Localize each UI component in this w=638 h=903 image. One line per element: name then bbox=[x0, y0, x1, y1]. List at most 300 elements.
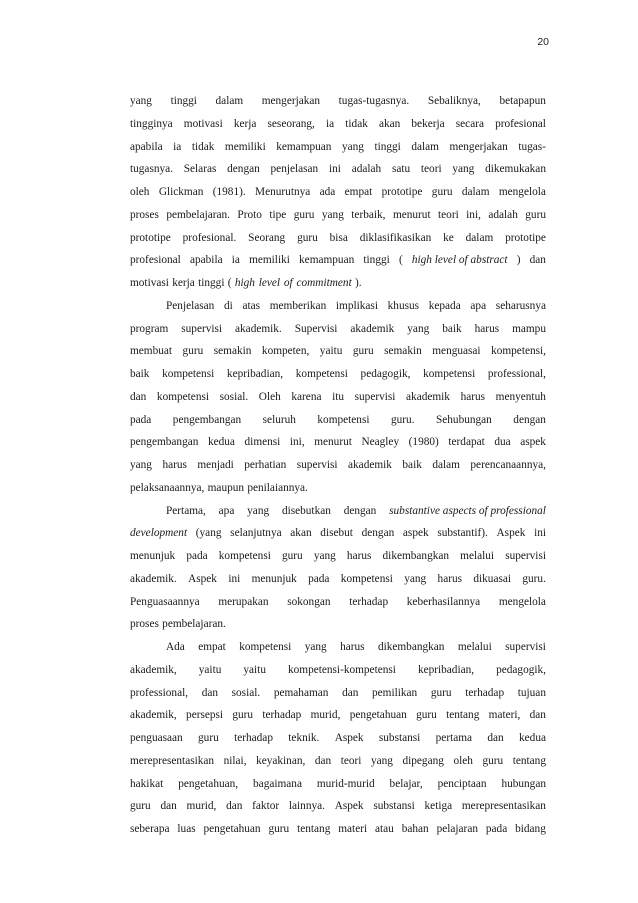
word: guru bbox=[281, 550, 303, 562]
text-line bbox=[130, 591, 546, 614]
word: hakikat bbox=[130, 777, 164, 790]
word: lainnya. bbox=[288, 800, 325, 813]
word: dimensi bbox=[244, 436, 281, 449]
word: apa bbox=[470, 299, 487, 312]
word: dalam bbox=[215, 95, 244, 107]
word: satu bbox=[391, 163, 411, 176]
text-line bbox=[130, 477, 546, 500]
word: supervisi bbox=[354, 390, 396, 403]
word: tinggi bbox=[374, 140, 401, 153]
text-line bbox=[130, 545, 546, 568]
word: terdapat bbox=[448, 436, 485, 449]
word: kompetensi bbox=[340, 572, 393, 585]
word: motivasi bbox=[183, 117, 223, 130]
word: empat bbox=[344, 186, 373, 198]
word: dan bbox=[529, 254, 546, 267]
word: terhadap bbox=[349, 595, 389, 608]
text-line bbox=[130, 704, 546, 727]
word: supervisi bbox=[505, 550, 546, 562]
word: guru bbox=[430, 686, 452, 699]
word: murid-murid bbox=[316, 777, 375, 790]
word: seseorang, bbox=[267, 117, 315, 130]
word: akan bbox=[290, 527, 312, 540]
word: yang bbox=[452, 163, 475, 176]
word: mengelola bbox=[498, 595, 546, 608]
word: akan bbox=[378, 117, 401, 130]
word: terhadap bbox=[262, 709, 302, 722]
word: menurut bbox=[314, 436, 352, 449]
word: terhadap bbox=[465, 686, 505, 699]
word: membuat bbox=[130, 345, 173, 358]
word: prototipe bbox=[505, 231, 546, 244]
word: teori bbox=[420, 163, 442, 176]
word: dan bbox=[160, 800, 177, 813]
word: kompetensi bbox=[423, 368, 476, 380]
word: dengan bbox=[343, 504, 377, 517]
word: pengetahuan, bbox=[178, 777, 239, 790]
word: itu bbox=[332, 390, 345, 403]
word: Ada bbox=[166, 641, 185, 653]
word: seluruh bbox=[262, 413, 296, 426]
word: ketiga bbox=[424, 800, 453, 813]
text-line bbox=[130, 636, 546, 659]
word: proses bbox=[130, 208, 159, 221]
word: supervisi bbox=[296, 459, 338, 471]
word: pengembangan bbox=[130, 436, 199, 449]
word: Sebaliknya, bbox=[427, 95, 481, 107]
word: proses bbox=[130, 618, 159, 631]
word: menjadi bbox=[197, 459, 234, 471]
word: guru bbox=[416, 709, 437, 722]
word: guru bbox=[293, 208, 315, 221]
word: menunjuk bbox=[130, 550, 176, 562]
word: ke bbox=[443, 231, 454, 244]
word: professional, bbox=[130, 686, 189, 699]
word: penjelasan bbox=[270, 163, 319, 176]
word: substansi bbox=[373, 800, 415, 813]
word: guru bbox=[182, 345, 204, 358]
word: harus bbox=[437, 572, 463, 585]
text-line bbox=[130, 318, 546, 341]
word: akademik bbox=[406, 390, 450, 403]
word: tingginya bbox=[130, 117, 173, 130]
word: yang bbox=[130, 459, 152, 471]
word: faktor bbox=[252, 800, 280, 813]
word: teori bbox=[438, 208, 459, 221]
word: kepribadian, bbox=[226, 368, 284, 380]
word: guru bbox=[525, 208, 546, 221]
word: pertama bbox=[435, 732, 473, 744]
word: perencanaannya, bbox=[470, 459, 546, 471]
word: dikuasai bbox=[473, 572, 512, 585]
word: semakin bbox=[213, 345, 252, 358]
text-line bbox=[130, 136, 546, 159]
word: tidak bbox=[345, 117, 368, 130]
word: sosial. bbox=[219, 390, 249, 403]
word: atas bbox=[242, 299, 261, 312]
text-line bbox=[130, 249, 546, 272]
word: kompetensi bbox=[218, 550, 271, 562]
word: aspek bbox=[402, 527, 429, 540]
word: maupun bbox=[207, 481, 245, 494]
word: kompetensi bbox=[295, 368, 348, 380]
word: nilai, bbox=[223, 754, 247, 767]
word: yaitu bbox=[243, 663, 266, 676]
word: menunjuk bbox=[251, 572, 297, 585]
word: guru bbox=[431, 186, 453, 198]
word: bekerja bbox=[411, 117, 445, 130]
word: guru bbox=[232, 709, 254, 722]
word: yang bbox=[130, 95, 152, 107]
text-line bbox=[130, 386, 546, 409]
word: apabila bbox=[130, 140, 163, 153]
word: baik bbox=[442, 322, 462, 335]
text-line bbox=[130, 795, 546, 818]
word: oleh bbox=[130, 186, 150, 198]
word: substansi bbox=[378, 732, 421, 744]
word: prototipe bbox=[381, 186, 423, 198]
word: supervisi bbox=[505, 641, 546, 653]
word: tinggi bbox=[198, 277, 225, 289]
word: pemahaman bbox=[273, 686, 329, 699]
word: Sehubungan bbox=[435, 413, 492, 426]
word: keyakinan, bbox=[256, 754, 306, 767]
text-line bbox=[130, 90, 546, 113]
word: yaitu bbox=[319, 345, 343, 358]
word: Supervisi bbox=[294, 322, 338, 335]
word: Oleh bbox=[258, 390, 281, 403]
word: profesional. bbox=[182, 231, 237, 244]
word: menurut bbox=[392, 208, 431, 221]
word: apa bbox=[218, 504, 235, 517]
word: ia bbox=[231, 254, 240, 267]
word: guru bbox=[352, 345, 374, 358]
word: perhatian bbox=[244, 459, 287, 471]
word: dua bbox=[494, 436, 511, 449]
word: yang bbox=[313, 550, 336, 562]
word: khusus bbox=[387, 299, 420, 312]
word: ( bbox=[398, 254, 403, 267]
word: memiliki bbox=[224, 140, 266, 153]
word: dikembangkan bbox=[377, 641, 445, 653]
text-line bbox=[130, 181, 546, 204]
word: tentang bbox=[446, 709, 480, 722]
word: akademik. bbox=[235, 322, 282, 335]
word: implikasi bbox=[335, 299, 378, 312]
word: kerja bbox=[172, 277, 195, 289]
word: pada bbox=[308, 572, 330, 585]
word: empat bbox=[198, 641, 226, 653]
text-line bbox=[130, 295, 546, 318]
word: kemampuan bbox=[299, 254, 355, 267]
word: guru bbox=[297, 231, 318, 244]
word: kompetensi, bbox=[491, 345, 546, 358]
word: murid, bbox=[186, 800, 217, 813]
word: harus bbox=[162, 459, 187, 471]
text-line bbox=[130, 568, 546, 591]
word: dan bbox=[226, 800, 243, 813]
word: materi bbox=[338, 823, 368, 835]
word: seharusnya bbox=[495, 299, 546, 312]
word: kompeten, bbox=[261, 345, 310, 358]
word: kemampuan bbox=[276, 140, 332, 153]
word: memiliki bbox=[249, 254, 290, 267]
word: kedua bbox=[519, 732, 546, 744]
text-line bbox=[130, 500, 546, 523]
word: Pertama, bbox=[166, 504, 206, 517]
word: akademik, bbox=[130, 709, 177, 722]
word: persepsi bbox=[186, 709, 224, 722]
body-text bbox=[130, 90, 546, 841]
word: bahan bbox=[401, 823, 429, 835]
word: dalam bbox=[465, 231, 494, 244]
word: tipe bbox=[269, 208, 287, 221]
text-line bbox=[130, 227, 546, 250]
word: guru bbox=[130, 800, 151, 813]
word: Aspek bbox=[496, 527, 526, 540]
word: pada bbox=[186, 550, 208, 562]
word: kepada bbox=[428, 299, 461, 312]
word: betapapun bbox=[499, 95, 546, 107]
text-line bbox=[130, 682, 546, 705]
word: merepresentasikan bbox=[461, 800, 546, 813]
word: harus bbox=[460, 390, 486, 403]
page-number: 20 bbox=[537, 36, 549, 48]
word: hubungan bbox=[501, 777, 546, 790]
word: ). bbox=[355, 277, 362, 289]
word: yang bbox=[304, 641, 327, 653]
word: Neagley bbox=[361, 436, 400, 449]
word: pengetahuan bbox=[349, 709, 407, 722]
word: ( bbox=[227, 277, 232, 289]
text-line bbox=[130, 431, 546, 454]
word: dan bbox=[342, 686, 359, 699]
word: bisa bbox=[329, 231, 348, 244]
word: luas bbox=[177, 823, 196, 835]
word: menguasai bbox=[432, 345, 481, 358]
word: semakin bbox=[384, 345, 422, 358]
word: yang bbox=[370, 754, 393, 767]
word: dikemukakan bbox=[485, 163, 546, 176]
word: seberapa bbox=[130, 823, 170, 835]
word: tugas- bbox=[518, 140, 546, 153]
word: apabila bbox=[189, 254, 223, 267]
text-line bbox=[130, 727, 546, 750]
word: dalam bbox=[461, 186, 490, 198]
word: materi, bbox=[488, 709, 521, 722]
text-line bbox=[130, 204, 546, 227]
word: pada bbox=[130, 413, 152, 426]
word: Glickman bbox=[158, 186, 204, 198]
word: akademik bbox=[348, 459, 392, 471]
word: Aspek bbox=[334, 732, 364, 744]
word: pembelajaran. bbox=[166, 208, 230, 221]
word: Proto bbox=[237, 208, 262, 221]
word: penguasaan bbox=[130, 732, 183, 744]
word: guru. bbox=[522, 572, 546, 585]
word: pemilikan bbox=[372, 686, 418, 699]
word: ia bbox=[326, 117, 335, 130]
word: disebut bbox=[320, 527, 353, 540]
word: adalah bbox=[351, 163, 382, 176]
word: kepribadian, bbox=[417, 663, 475, 676]
word: akademik, bbox=[130, 663, 177, 676]
word: dalam bbox=[411, 140, 439, 153]
word: atau bbox=[375, 823, 394, 835]
word: dengan bbox=[227, 163, 260, 176]
word: dipegang bbox=[402, 754, 444, 767]
text-line bbox=[130, 818, 546, 841]
text-line bbox=[130, 613, 546, 636]
word: sokongan bbox=[287, 595, 331, 608]
word: melalui bbox=[457, 641, 492, 653]
word: (1981). bbox=[212, 186, 246, 198]
word: kompetensi-kompetensi bbox=[287, 663, 396, 676]
word: baik bbox=[130, 368, 150, 380]
word: tugas-tugasnya. bbox=[338, 95, 410, 107]
word: yang bbox=[247, 504, 270, 517]
word: yaitu bbox=[198, 663, 222, 676]
word: kompetensi bbox=[239, 641, 292, 653]
word: substantif). bbox=[437, 527, 488, 540]
word: secara bbox=[455, 117, 484, 130]
word: bidang bbox=[515, 823, 546, 835]
word: tinggi bbox=[170, 95, 197, 107]
word: diklasifikasikan bbox=[359, 231, 432, 244]
word: terhadap bbox=[234, 732, 273, 744]
word: melalui bbox=[460, 550, 495, 562]
word: Aspek bbox=[334, 800, 364, 813]
word: ini, bbox=[466, 208, 481, 221]
word: memberikan bbox=[269, 299, 327, 312]
word: pedagogik, bbox=[360, 368, 411, 380]
text-line bbox=[130, 340, 546, 363]
word: tidak bbox=[191, 140, 215, 153]
word: dengan bbox=[513, 413, 546, 426]
word: teknik. bbox=[288, 732, 320, 744]
word: pada bbox=[485, 823, 508, 835]
word: (1980) bbox=[408, 436, 439, 449]
word: tentang bbox=[297, 823, 331, 835]
word: dan bbox=[487, 732, 504, 744]
word: yang bbox=[404, 572, 427, 585]
word: menyentuh bbox=[495, 390, 546, 403]
word: pengembangan bbox=[172, 413, 242, 426]
word: high level of abstract bbox=[411, 254, 508, 267]
word: baik bbox=[402, 459, 422, 471]
word: ini bbox=[228, 572, 241, 585]
word: ini, bbox=[289, 436, 305, 449]
word: tugasnya. bbox=[130, 163, 173, 176]
word: kerja bbox=[233, 117, 257, 130]
word: penilaiannya. bbox=[247, 481, 308, 494]
word: pelaksanaannya, bbox=[130, 481, 205, 494]
word: keberhasilannya bbox=[406, 595, 481, 608]
word: mengerjakan bbox=[261, 95, 321, 107]
word: Menurutnya bbox=[255, 186, 311, 198]
word: substantive aspects of professional bbox=[389, 504, 546, 517]
word: kompetensi bbox=[162, 368, 215, 380]
word: dan bbox=[314, 754, 332, 767]
word: kompetensi bbox=[317, 413, 370, 426]
word: dalam bbox=[432, 459, 460, 471]
word: yang bbox=[407, 322, 430, 335]
word: profesional bbox=[495, 117, 546, 130]
word: motivasi bbox=[130, 277, 169, 289]
word: harus bbox=[340, 641, 365, 653]
word: bagaimana bbox=[253, 777, 302, 790]
word: high level of commitment bbox=[234, 277, 352, 289]
word: adalah bbox=[488, 208, 518, 221]
text-line bbox=[130, 363, 546, 386]
word: mampu bbox=[512, 322, 546, 335]
word: akademik bbox=[350, 322, 395, 335]
word: guru bbox=[268, 823, 290, 835]
word: Penguasaannya bbox=[130, 595, 200, 608]
word: aspek bbox=[520, 436, 546, 449]
word: Seorang bbox=[248, 231, 286, 244]
word: guru. bbox=[390, 413, 415, 426]
word: program bbox=[130, 322, 169, 335]
word: sosial. bbox=[231, 686, 261, 699]
word: ia bbox=[173, 140, 182, 153]
text-line bbox=[130, 158, 546, 181]
word: tinggi bbox=[363, 254, 390, 267]
word: belajar, bbox=[389, 777, 423, 790]
text-line bbox=[130, 272, 546, 295]
word: prototipe bbox=[130, 231, 171, 244]
word: pedagogik, bbox=[496, 663, 546, 676]
word: penciptaan bbox=[437, 777, 487, 790]
word: pengetahuan bbox=[203, 823, 261, 835]
word: ini bbox=[534, 527, 546, 540]
word: (yang bbox=[195, 527, 222, 540]
word: Selaras bbox=[183, 163, 217, 176]
word: guru bbox=[482, 754, 504, 767]
text-line bbox=[130, 750, 546, 773]
word: pelajaran bbox=[436, 823, 478, 835]
word: harus bbox=[474, 322, 500, 335]
word: Aspek bbox=[188, 572, 217, 585]
word: ada bbox=[319, 186, 336, 198]
text-line bbox=[130, 773, 546, 796]
word: akademik. bbox=[130, 572, 177, 585]
word: harus bbox=[346, 550, 372, 562]
word: merupakan bbox=[218, 595, 269, 608]
word: tentang bbox=[512, 754, 546, 767]
word: guru bbox=[198, 732, 219, 744]
word: karena bbox=[291, 390, 322, 403]
text-line bbox=[130, 113, 546, 136]
word: profesional bbox=[130, 254, 181, 267]
text-line bbox=[130, 659, 546, 682]
word: murid, bbox=[310, 709, 341, 722]
word: yang bbox=[341, 140, 364, 153]
text-line bbox=[130, 454, 546, 477]
word: selanjutnya bbox=[230, 527, 282, 540]
word: ) bbox=[516, 254, 521, 267]
word: ini bbox=[328, 163, 341, 176]
word: disebutkan bbox=[281, 504, 331, 517]
word: development bbox=[130, 527, 188, 540]
word: terbaik, bbox=[351, 208, 386, 221]
word: dikembangkan bbox=[382, 550, 450, 562]
word: tujuan bbox=[517, 686, 546, 699]
word: kompetensi bbox=[156, 390, 210, 403]
word: yang bbox=[321, 208, 344, 221]
word: Penjelasan bbox=[166, 299, 215, 312]
text-line bbox=[130, 409, 546, 432]
